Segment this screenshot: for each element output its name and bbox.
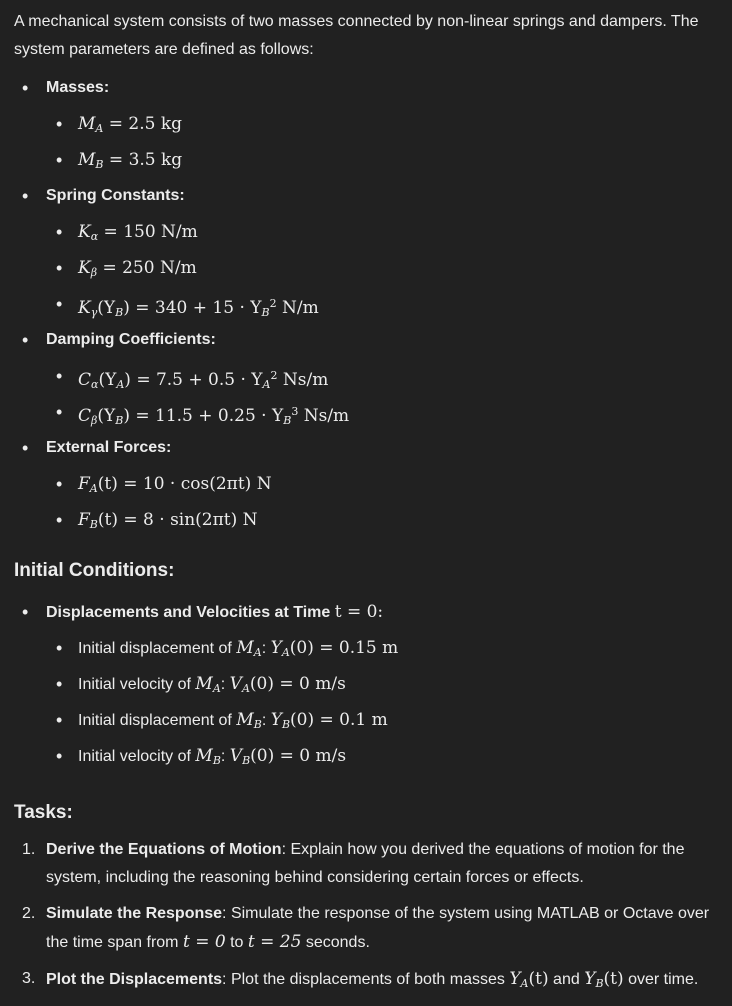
task-item: 3. Plot the Displacements: Plot the displacements of both masses $Y_A(t)$ and $Y_B(t)$ over time. [22,969,699,990]
masses-group [14,70,718,178]
mass-b-item: • $M_B = 3.5$ kg [46,142,718,178]
springs-label: Spring Constants: [46,187,185,204]
initial-disp-b: • Initial displacement of $M_B$: $Y_B(0) = 0.1$ m [46,702,718,738]
damping-label: Damping Coefficients: [46,331,216,348]
damping-group [14,322,718,430]
bullet-icon: • [56,114,63,134]
bullet-icon: • [56,402,63,422]
bullet-icon: • [56,150,63,170]
task-item: 1. Derive the Equations of Motion: Explain how you derived the equations of motion for the system, including the reasoning behind considering certain forces or effects. [22,841,685,886]
initial-vel-b: • Initial velocity of $M_B$: $V_B(0) = 0$ m/s [46,738,718,774]
spring-alpha-item: • $K_\alpha = 150$ N/m [46,214,718,250]
initial-conditions-heading: Initial Conditions: [14,560,175,581]
spring-gamma-item: • $K_\gamma(Y_B) = 340 + 15 \cdot Y_B^2$ N/m [46,286,718,322]
bullet-icon: • [56,474,63,494]
mass-a-item: • $M_A = 2.5$ kg [46,106,718,142]
forces-label: External Forces: [46,439,172,456]
bullet-icon: • [22,330,29,350]
damping-alpha-item: • $C_\alpha(Y_A) = 7.5 + 0.5 \cdot Y_A^2$ Ns/m [46,358,718,394]
task-item: 2. Simulate the Response: Simulate the response of the system using MATLAB or Octave over the time span from t = 0 to t = 25 seconds. [22,905,710,952]
parameter-list [14,70,718,538]
initial-vel-a: • Initial velocity of $M_A$: $V_A(0) = 0$ m/s [46,666,718,702]
bullet-icon: • [22,438,29,458]
bullet-icon: • [22,186,29,206]
bullet-icon: • [56,746,63,766]
bullet-icon: • [22,602,29,622]
masses-label: Masses: [46,79,110,96]
tasks-heading: Tasks: [14,802,73,823]
intro-paragraph: A mechanical system consists of two masses connected by non-linear springs and dampers. The system parameters are defined as follows: [14,13,699,58]
springs-group [14,178,718,322]
damping-beta-item: • $C_\beta(Y_B) = 11.5 + 0.25 \cdot Y_B^3$ Ns/m [46,394,718,430]
bullet-icon: • [56,510,63,530]
initial-label: Displacements and Velocities at Time t = 0: [46,602,384,622]
bullet-icon: • [22,78,29,98]
bullet-icon: • [56,638,63,658]
bullet-icon: • [56,258,63,278]
initial-conditions-list [14,594,718,774]
initial-disp-a: • Initial displacement of $M_A$: $Y_A(0) = 0.15$ m [46,630,718,666]
force-b-item: • $F_B(t) = 8 \cdot \sin(2\pi t)$ N [46,502,718,538]
bullet-icon: • [56,674,63,694]
initial-group [14,594,718,774]
forces-group [14,430,718,538]
force-a-item: • $F_A(t) = 10 \cdot \cos(2\pi t)$ N [46,466,718,502]
bullet-icon: • [56,294,63,314]
bullet-icon: • [56,366,63,386]
spring-beta-item: • $K_\beta = 250$ N/m [46,250,718,286]
tasks-list [14,836,718,998]
bullet-icon: • [56,222,63,242]
bullet-icon: • [56,710,63,730]
